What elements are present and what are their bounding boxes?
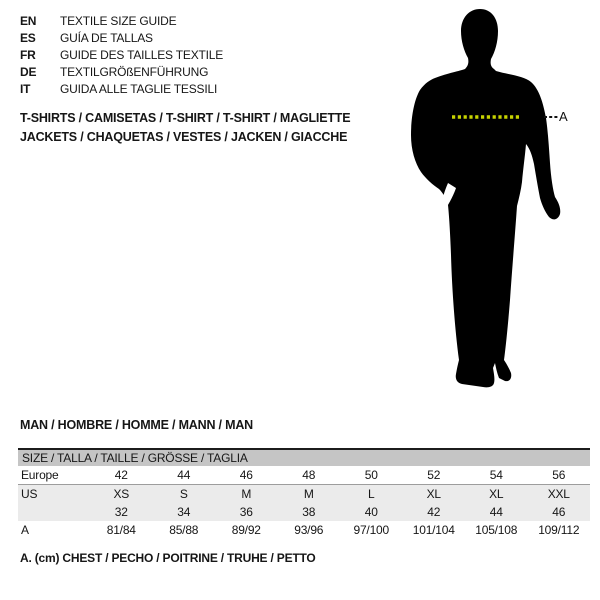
language-row (20, 47, 223, 64)
table-row-numeric (18, 503, 590, 521)
size-cell: S (179, 487, 188, 501)
size-cell: 109/112 (538, 523, 580, 537)
size-cell: M (241, 487, 252, 501)
size-table-header: SIZE / TALLA / TAILLE / GRÖSSE / TAGLIA (18, 448, 590, 466)
language-title: GUÍA DE TALLAS (60, 31, 153, 45)
size-cell: 85/88 (169, 523, 199, 537)
size-cell: 48 (302, 468, 316, 482)
row-label: A (21, 523, 29, 537)
size-cell: 44 (489, 505, 503, 519)
row-label: US (21, 487, 38, 501)
size-cell: XL (489, 487, 504, 501)
size-cell: L (368, 487, 375, 501)
language-code: IT (20, 82, 31, 96)
size-cell: XS (113, 487, 130, 501)
table-row-us (18, 485, 590, 503)
language-title: TEXTILGRÖßENFÜHRUNG (60, 65, 209, 79)
product-line-tshirts: T-SHIRTS / CAMISETAS / T-SHIRT / T-SHIRT / MAGLIETTE (20, 111, 351, 125)
size-cell: 42 (114, 468, 128, 482)
table-row-chest (18, 521, 590, 539)
size-cell: 93/96 (294, 523, 324, 537)
language-code: DE (20, 65, 37, 79)
table-row-europe (18, 466, 590, 485)
size-cell: 54 (489, 468, 503, 482)
size-cell: 50 (364, 468, 378, 482)
size-cell: 34 (177, 505, 191, 519)
product-line-jackets: JACKETS / CHAQUETAS / VESTES / JACKEN / GIACCHE (20, 130, 348, 144)
measurement-footnote: A. (cm) CHEST / PECHO / POITRINE / TRUHE / PETTO (20, 551, 316, 565)
language-row (20, 13, 223, 30)
size-cell: 105/108 (475, 523, 518, 537)
size-cell: 56 (552, 468, 566, 482)
section-title-man: MAN / HOMBRE / HOMME / MANN / MAN (20, 418, 253, 432)
row-label (18, 503, 90, 521)
size-cell: 52 (427, 468, 441, 482)
language-code: ES (20, 31, 36, 45)
size-cell: 38 (302, 505, 316, 519)
size-cell: 42 (427, 505, 441, 519)
language-code: EN (20, 14, 37, 28)
size-cell: 97/100 (353, 523, 389, 537)
language-row (20, 30, 223, 47)
size-cell: XL (426, 487, 441, 501)
size-cell: 40 (364, 505, 378, 519)
language-row (20, 81, 223, 98)
language-list (20, 13, 223, 98)
language-code: FR (20, 48, 36, 62)
product-category-lines (20, 109, 350, 147)
size-cell: 101/104 (412, 523, 455, 537)
size-cell: M (303, 487, 314, 501)
size-cell: 81/84 (106, 523, 136, 537)
size-cell: 46 (552, 505, 566, 519)
size-cell: 32 (114, 505, 128, 519)
language-title: GUIDA ALLE TAGLIE TESSILI (60, 82, 218, 96)
language-title: TEXTILE SIZE GUIDE (60, 14, 177, 28)
size-cell: XXL (547, 487, 570, 501)
row-label: Europe (21, 468, 59, 482)
measure-label-a: A (559, 109, 568, 124)
man-silhouette-figure (398, 0, 598, 400)
language-title: GUIDE DES TAILLES TEXTILE (60, 48, 224, 62)
language-row (20, 64, 223, 81)
size-cell: 89/92 (231, 523, 261, 537)
size-table (18, 448, 590, 539)
size-cell: 46 (239, 468, 253, 482)
size-cell: 44 (177, 468, 191, 482)
size-cell: 36 (239, 505, 253, 519)
man-silhouette (398, 0, 598, 400)
